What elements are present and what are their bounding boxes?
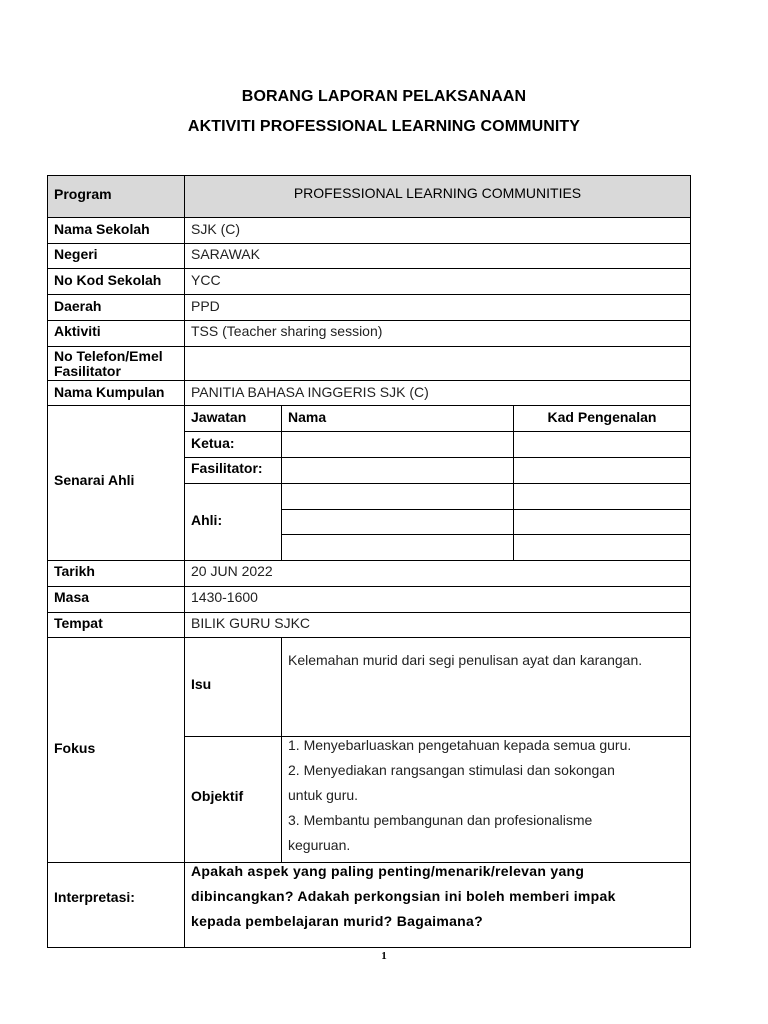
table-border	[47, 320, 691, 321]
table-border	[47, 294, 691, 295]
daerah-label: Daerah	[54, 298, 102, 314]
nama-kumpulan-label: Nama Kumpulan	[54, 384, 165, 400]
table-border	[47, 175, 691, 176]
masa-label: Masa	[54, 589, 90, 605]
table-border	[690, 175, 691, 948]
kod-sekolah-label: No Kod Sekolah	[54, 272, 162, 288]
program-value: PROFESSIONAL LEARNING COMMUNITIES	[293, 185, 582, 201]
table-border	[47, 637, 691, 638]
objektif-label: Objektif	[191, 788, 244, 804]
objektif-line: keguruan.	[288, 837, 351, 853]
table-border	[513, 405, 514, 560]
nama-header: Nama	[288, 409, 327, 425]
tarikh-label: Tarikh	[54, 563, 95, 579]
table-border	[47, 947, 691, 948]
aktiviti-value: TSS (Teacher sharing session)	[191, 323, 383, 339]
table-border	[184, 431, 691, 432]
aktiviti-label: Aktiviti	[54, 323, 101, 339]
nama-kumpulan-value: PANITIA BAHASA INGGERIS SJK (C)	[191, 384, 429, 400]
senarai-ahli-label: Senarai Ahli	[54, 472, 135, 488]
form-subtitle: AKTIVITI PROFESSIONAL LEARNING COMMUNITY	[187, 118, 581, 135]
table-border	[47, 175, 48, 948]
objektif-line: 3. Membantu pembangunan dan profesionalisme	[288, 812, 593, 828]
table-border	[281, 534, 691, 535]
table-border	[184, 457, 691, 458]
table-border	[281, 509, 691, 510]
telefon-label-line1: No Telefon/Emel	[54, 348, 163, 364]
objektif-line: untuk guru.	[288, 787, 359, 803]
interpretasi-question	[191, 859, 616, 934]
negeri-value: SARAWAK	[191, 246, 260, 262]
interpretasi-line: kepada pembelajaran murid? Bagaimana?	[191, 913, 483, 929]
form-title: BORANG LAPORAN PELAKSANAAN	[241, 88, 527, 105]
ketua-label: Ketua:	[191, 435, 235, 451]
daerah-value: PPD	[191, 298, 220, 314]
telefon-label-line2: Fasilitator	[54, 363, 121, 379]
tarikh-value: 20 JUN 2022	[191, 563, 273, 579]
table-border	[47, 380, 691, 381]
nama-sekolah-value: SJK (C)	[191, 221, 240, 237]
table-border	[47, 217, 691, 218]
nama-sekolah-label: Nama Sekolah	[54, 221, 150, 237]
objektif-line: 1. Menyebarluaskan pengetahuan kepada semua guru.	[288, 737, 632, 753]
table-border	[184, 175, 185, 948]
isu-label: Isu	[191, 676, 212, 692]
table-border	[47, 586, 691, 587]
kad-pengenalan-header: Kad Pengenalan	[547, 409, 657, 425]
kod-sekolah-value: YCC	[191, 272, 221, 288]
tempat-label: Tempat	[54, 615, 103, 631]
fasilitator-label: Fasilitator:	[191, 460, 263, 476]
page-number: 1	[381, 950, 387, 962]
negeri-label: Negeri	[54, 246, 98, 262]
table-border	[47, 612, 691, 613]
objektif-line: 2. Menyediakan rangsangan stimulasi dan sokongan	[288, 762, 615, 778]
program-label: Program	[54, 186, 112, 202]
table-border	[184, 483, 691, 484]
table-border	[47, 243, 691, 244]
table-border	[47, 346, 691, 347]
interpretasi-line: dibincangkan? Adakah perkongsian ini boleh memberi impak	[191, 888, 616, 904]
objektif-list	[288, 733, 631, 858]
table-border	[47, 405, 691, 406]
jawatan-header: Jawatan	[191, 409, 247, 425]
ahli-label: Ahli:	[191, 512, 223, 528]
table-border	[47, 560, 691, 561]
table-border	[47, 268, 691, 269]
interpretasi-line: Apakah aspek yang paling penting/menarik/relevan yang	[191, 863, 585, 879]
table-border	[281, 637, 282, 862]
interpretasi-label: Interpretasi:	[54, 889, 135, 905]
tempat-value: BILIK GURU SJKC	[191, 615, 311, 631]
table-border	[281, 405, 282, 560]
fokus-label: Fokus	[54, 740, 96, 756]
masa-value: 1430-1600	[191, 589, 258, 605]
isu-text: Kelemahan murid dari segi penulisan ayat dan karangan.	[288, 652, 643, 668]
